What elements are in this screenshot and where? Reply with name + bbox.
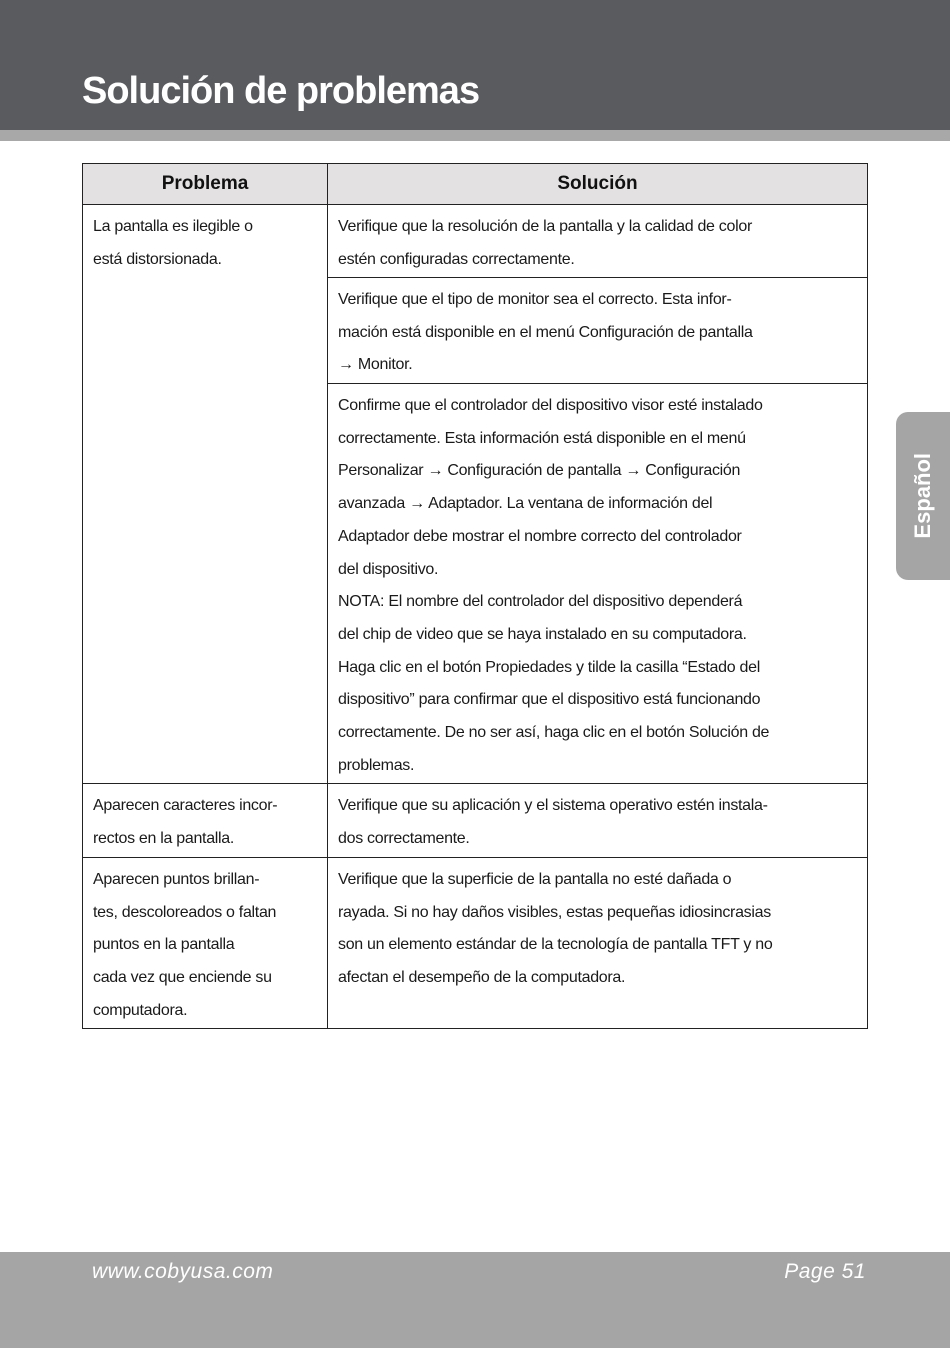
text-line: está distorsionada. — [93, 250, 222, 268]
solution-cell — [328, 858, 868, 1029]
solution-cell — [328, 205, 868, 278]
header-band — [0, 130, 950, 141]
text-line: Verifique que el tipo de monitor sea el correcto. Esta infor- — [338, 291, 732, 308]
text-line: Verifique que la superficie de la pantalla no esté dañada o — [338, 871, 732, 888]
solution-cell — [328, 384, 868, 784]
troubleshooting-table — [82, 163, 868, 1029]
text-line: NOTA: El nombre del controlador del dispositivo dependerá — [338, 593, 743, 611]
footer — [0, 1252, 950, 1348]
text-line: del chip de video que se haya instalado en su computadora. — [338, 625, 747, 643]
text-line: correctamente. De no ser así, haga clic en el botón Solución de — [338, 724, 770, 742]
text-line: afectan el desempeño de la computadora. — [338, 969, 626, 987]
column-header-problem: Problema — [83, 164, 328, 205]
text-line: puntos en la pantalla — [93, 936, 235, 954]
page-title: Solución de problemas — [82, 70, 480, 112]
text-line: estén configuradas correctamente. — [338, 250, 575, 268]
text-line: Haga clic en el botón Propiedades y tilde la casilla “Estado del — [338, 658, 760, 676]
text-line: Confirme que el controlador del dispositivo visor esté instalado — [338, 397, 763, 414]
problem-cell — [83, 858, 328, 1029]
text-line: correctamente. Esta información está disponible en el menú — [338, 429, 746, 447]
problem-cell — [83, 784, 328, 858]
text-line: avanzada → Adaptador. La ventana de información del — [338, 495, 713, 513]
text-line: Adaptador debe mostrar el nombre correcto del controlador — [338, 527, 742, 545]
text-line: mación está disponible en el menú Configuración de pantalla — [338, 323, 753, 341]
text-line: del dispositivo. — [338, 560, 439, 578]
text-line: dispositivo” para confirmar que el dispositivo está funcionando — [338, 691, 761, 709]
text-line: Verifique que su aplicación y el sistema operativo estén instala- — [338, 797, 768, 814]
text-line: dos correctamente. — [338, 829, 470, 847]
text-line: La pantalla es ilegible o — [93, 218, 253, 235]
column-header-solution: Solución — [328, 164, 868, 205]
solution-cell — [328, 784, 868, 858]
text-line: cada vez que enciende su — [93, 969, 272, 987]
language-tab-label: Español — [910, 453, 935, 539]
table-row — [83, 784, 868, 858]
problem-cell — [83, 205, 328, 784]
text-line: problemas. — [338, 756, 415, 774]
text-line: Personalizar → Configuración de pantalla → Configuración — [338, 462, 741, 480]
text-line: son un elemento estándar de la tecnología de pantalla TFT y no — [338, 936, 773, 954]
table-row — [83, 205, 868, 278]
text-line: rectos en la pantalla. — [93, 829, 235, 847]
text-line: Aparecen caracteres incor- — [93, 797, 278, 814]
text-line: → Monitor. — [338, 356, 413, 374]
footer-url: www.cobyusa.com — [92, 1260, 274, 1283]
text-line: Aparecen puntos brillan- — [93, 871, 260, 888]
language-tab — [896, 412, 950, 580]
text-line: tes, descoloreados o faltan — [93, 903, 277, 921]
text-line: Verifique que la resolución de la pantalla y la calidad de color — [338, 218, 752, 235]
text-line: computadora. — [93, 1001, 188, 1019]
solution-cell — [328, 278, 868, 384]
text-line: rayada. Si no hay daños visibles, estas pequeñas idiosincrasias — [338, 903, 771, 921]
table-row — [83, 858, 868, 1029]
page-number: Page 51 — [784, 1260, 866, 1283]
